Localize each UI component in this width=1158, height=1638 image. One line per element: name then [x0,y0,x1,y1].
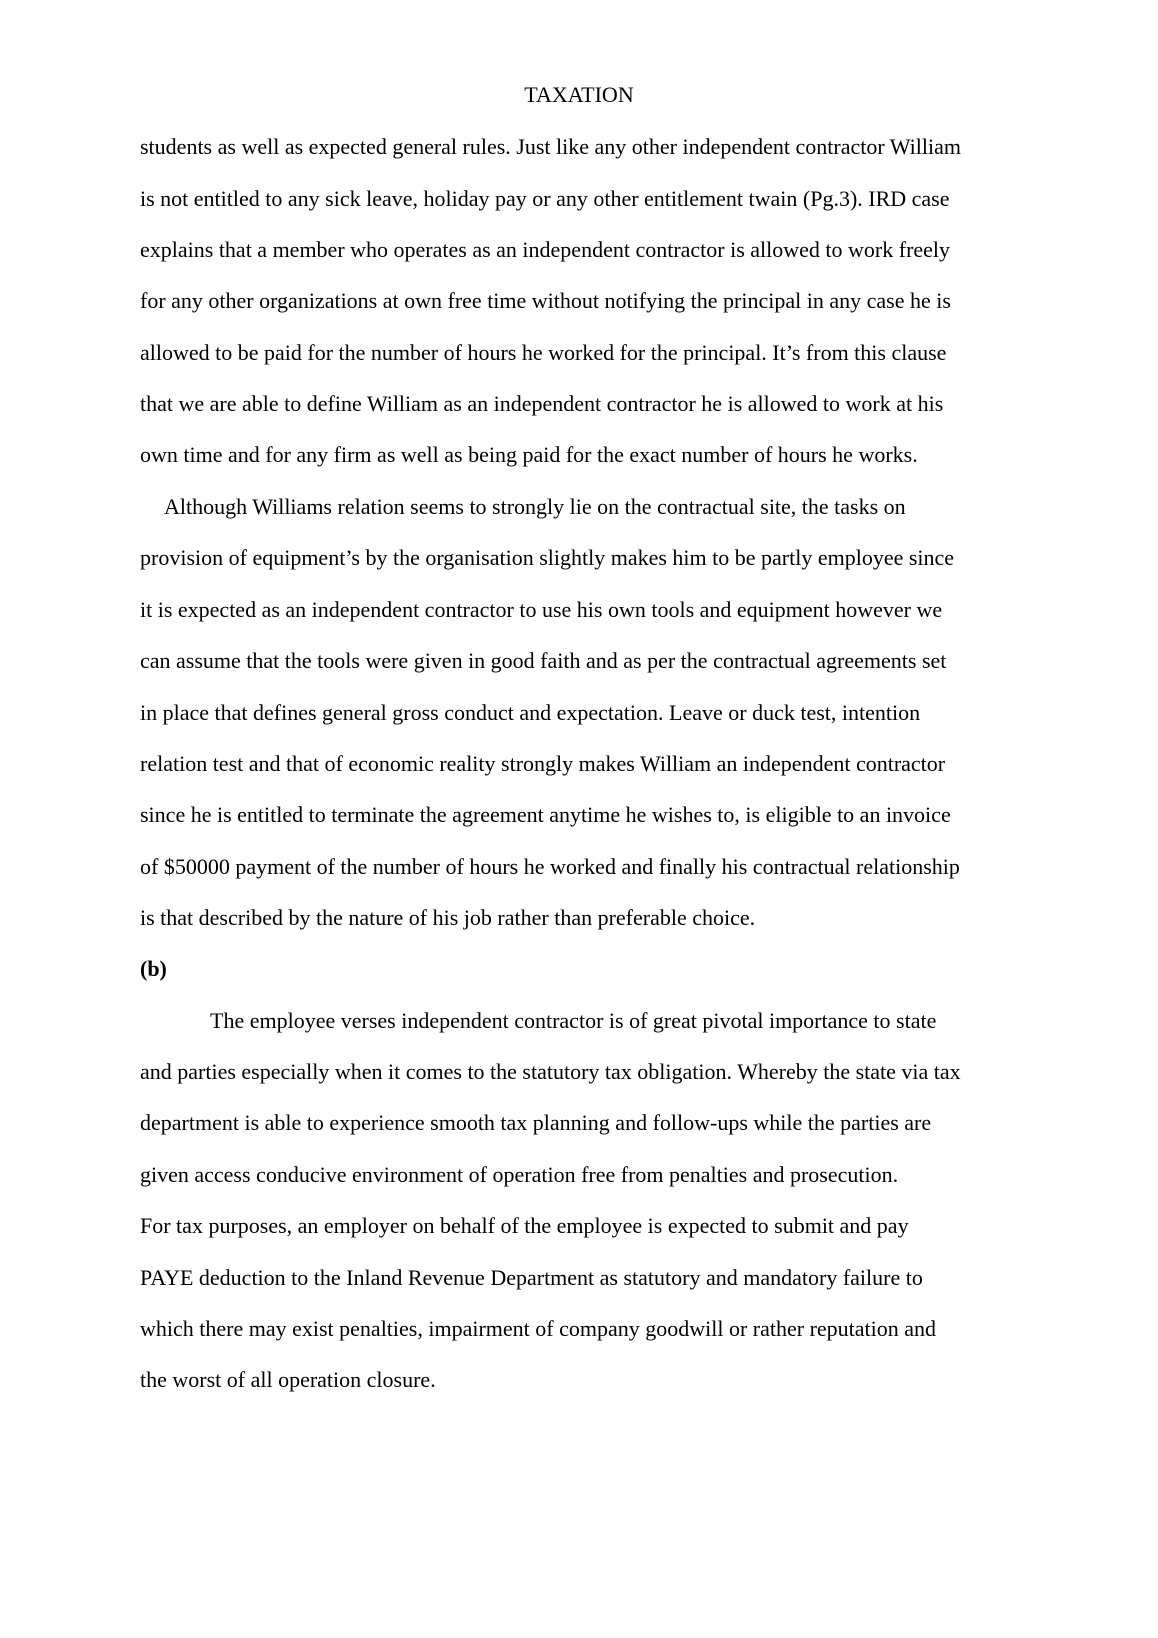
text-line: For tax purposes, an employer on behalf of the employee is expected to submit and pay [140,1213,909,1238]
text-line: of $50000 payment of the number of hours he worked and finally his contractual relationship [140,854,960,879]
text-line: that we are able to define William as an independent contractor he is allowed to work at his [140,391,944,416]
text-line: it is expected as an independent contractor to use his own tools and equipment however we [140,597,943,622]
text-line: own time and for any firm as well as being paid for the exact number of hours he works. [140,442,918,467]
page-header: TAXATION [524,82,634,107]
text-line: is not entitled to any sick leave, holiday pay or any other entitlement twain (Pg.3). IRD case [140,186,950,211]
text-line: The employee verses independent contractor is of great pivotal importance to state [210,1008,937,1033]
text-line: provision of equipment’s by the organisation slightly makes him to be partly employee since [140,545,955,570]
text-line: the worst of all operation closure. [140,1367,436,1392]
text-line: given access conducive environment of operation free from penalties and prosecution. [140,1162,899,1187]
text-line: in place that defines general gross conduct and expectation. Leave or duck test, intention [140,700,921,725]
text-line: can assume that the tools were given in good faith and as per the contractual agreements set [140,648,947,673]
text-line: which there may exist penalties, impairment of company goodwill or rather reputation and [140,1316,937,1341]
text-line: Although Williams relation seems to strongly lie on the contractual site, the tasks on [164,494,906,519]
text-line: for any other organizations at own free time without notifying the principal in any case he is [140,288,951,313]
text-line: relation test and that of economic reality strongly makes William an independent contractor [140,751,946,776]
text-line: students as well as expected general rules. Just like any other independent contractor William [140,134,962,159]
text-line: explains that a member who operates as an independent contractor is allowed to work freely [140,237,951,262]
text-line: PAYE deduction to the Inland Revenue Department as statutory and mandatory failure to [140,1265,923,1290]
section-heading: (b) [140,956,167,981]
text-line: department is able to experience smooth tax planning and follow-ups while the parties are [140,1110,932,1135]
text-line: since he is entitled to terminate the agreement anytime he wishes to, is eligible to an invoice [140,802,951,827]
text-line: and parties especially when it comes to the statutory tax obligation. Whereby the state via tax [140,1059,961,1084]
text-line: is that described by the nature of his job rather than preferable choice. [140,905,756,930]
text-line: allowed to be paid for the number of hours he worked for the principal. It’s from this clause [140,340,947,365]
